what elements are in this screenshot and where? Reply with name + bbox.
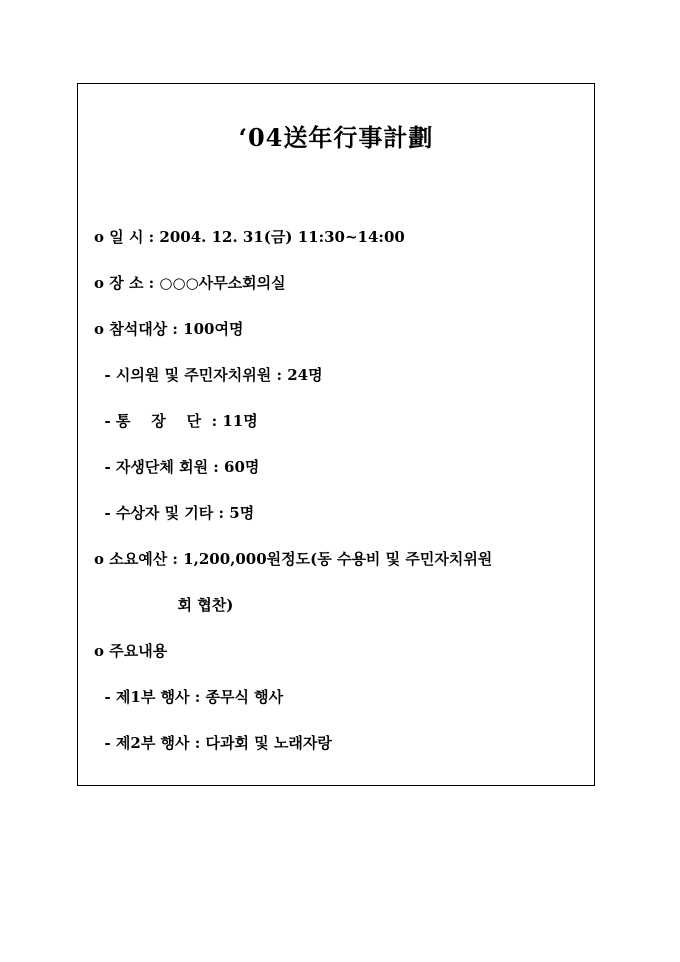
attendees-council: - 시의원 및 주민자치위원 : 24명 <box>94 366 323 384</box>
budget-line: o 소요예산 : 1,200,000원정도(동 수용비 및 주민자치위원 <box>94 550 493 568</box>
document-title: ‘04送年行事計劃 <box>238 123 434 152</box>
attendees-awardees: - 수상자 및 기타 : 5명 <box>94 504 255 522</box>
document-frame <box>77 83 595 786</box>
schedule-location: o 장 소 : ○○○사무소회의실 <box>94 274 286 292</box>
program-part2: - 제2부 행사 : 다과회 및 노래자랑 <box>94 734 332 752</box>
attendees-groups: - 자생단체 회원 : 60명 <box>94 458 260 476</box>
attendees-total: o 참석대상 : 100여명 <box>94 320 244 338</box>
main-content-heading: o 주요내용 <box>94 642 168 660</box>
schedule-datetime: o 일 시 : 2004. 12. 31(금) 11:30~14:00 <box>94 228 405 246</box>
attendees-leaders: - 통 장 단 : 11명 <box>94 412 258 430</box>
program-part1: - 제1부 행사 : 종무식 행사 <box>94 688 284 706</box>
budget-line-cont: 회 협찬) <box>94 596 234 614</box>
